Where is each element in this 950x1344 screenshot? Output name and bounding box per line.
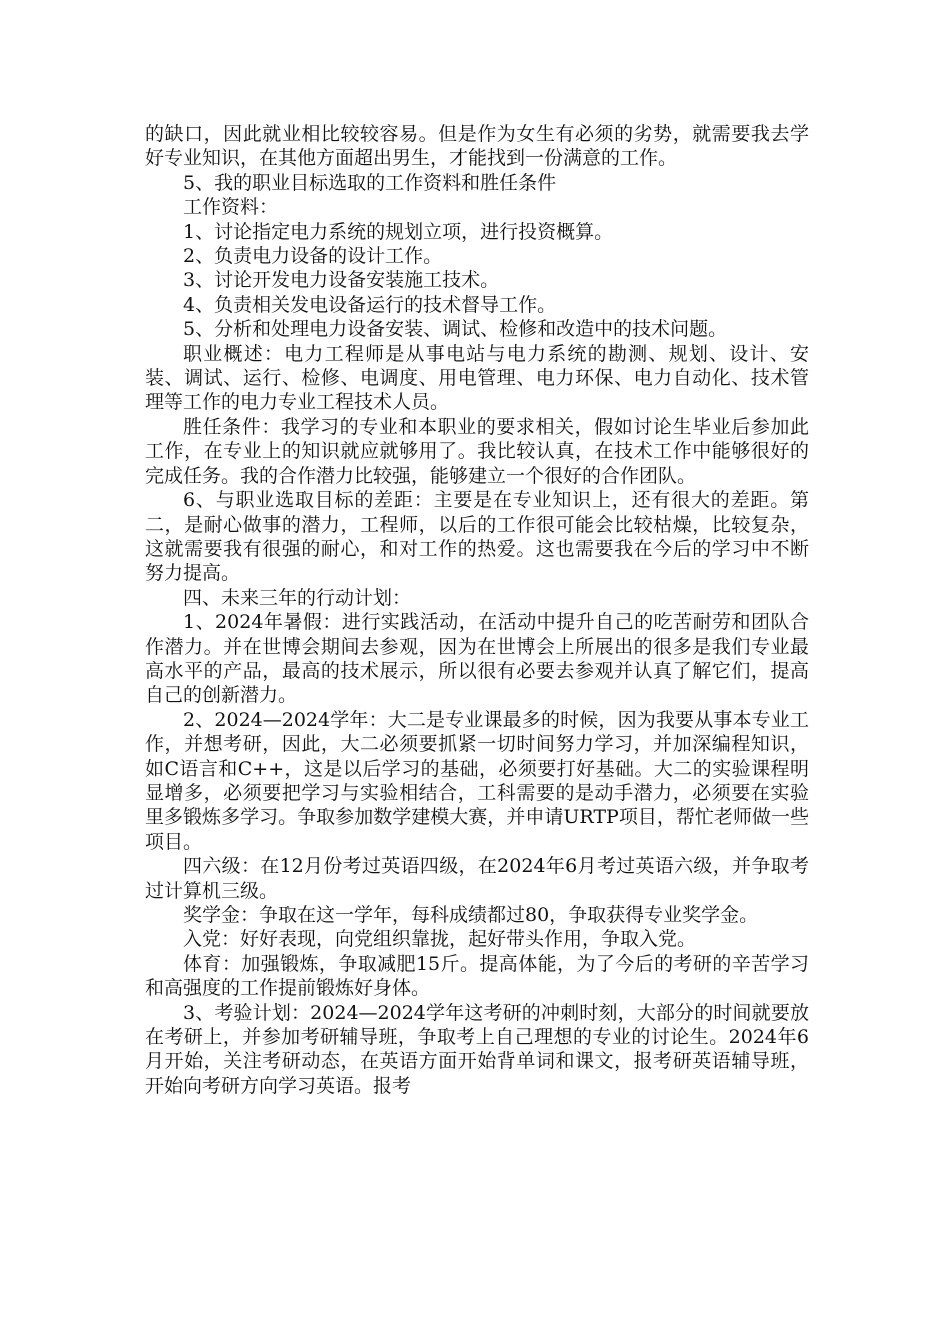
- paragraph-6: 3、讨论开发电力设备安装施工技术。: [183, 269, 500, 292]
- paragraph-10: 胜任条件：我学习的专业和本职业的要求相关，假如讨论生毕业后参加此工作，在专业上的知识就应就够用了。我比较认真，在技术工作中能够很好的完成任务。我的合作潜力比较强，能够建立一个很好的合作团队。: [145, 415, 809, 487]
- paragraph-12: 四、未来三年的行动计划：: [183, 586, 412, 609]
- paragraph-1: 的缺口，因此就业相比较较容易。但是作为女生有必须的劣势，就需要我去学好专业知识，在其他方面超出男生，才能找到一份满意的工作。: [145, 123, 809, 170]
- paragraph-18: 体育：加强锻炼，争取减肥15斤。提高体能，为了今后的考研的辛苦学习和高强度的工作提前锻炼好身体。: [145, 952, 809, 1000]
- paragraph-4: 1、讨论指定电力系统的规划立项，进行投资概算。: [183, 220, 614, 243]
- paragraph-19: 3、考验计划：2024—2024学年这考研的冲刺时刻，大部分的时间就要放在考研上，并参加考研辅导班，争取考上自己理想的专业的讨论生。2024年6月开始，关注考研动态，在英语方面开始背单词和课文，报考研英语辅导班，开始向考研方向学习英语。报考: [145, 1001, 809, 1097]
- paragraph-13: 1、2024年暑假：进行实践活动，在活动中提升自己的吃苦耐劳和团队合作潜力。并在世博会期间去参观，因为在世博会上所展出的很多是我们专业最高水平的产品，最高的技术展示，所以很有必要去参观并认真了解它们，提高自己的创新潜力。: [145, 611, 809, 707]
- paragraph-15: 四六级：在12月份考过英语四级，在2024年6月考过英语六级，并争取考过计算机三级。: [145, 855, 809, 902]
- paragraph-2: 5、我的职业目标选取的工作资料和胜任条件: [183, 171, 557, 194]
- document-page: [145, 122, 809, 1098]
- paragraph-8: 5、分析和处理电力设备安装、调试、检修和改造中的技术问题。: [183, 318, 728, 341]
- paragraph-5: 2、负责电力设备的设计工作。: [183, 245, 443, 268]
- paragraph-9: 职业概述：电力工程师是从事电站与电力系统的勘测、规划、设计、安装、调试、运行、检修、电调度、用电管理、电力环保、电力自动化、技术管理等工作的电力专业工程技术人员。: [145, 342, 809, 414]
- paragraph-7: 4、负责相关发电设备运行的技术督导工作。: [183, 293, 557, 316]
- paragraph-17: 入党：好好表现，向党组织靠拢，起好带头作用，争取入党。: [183, 928, 697, 951]
- paragraph-11: 6、与职业选取目标的差距：主要是在专业知识上，还有很大的差距。第二，是耐心做事的潜力，工程师，以后的工作很可能会比较枯燥，比较复杂，这就需要我有很强的耐心，和对工作的热爱。这也需要我在今后的学习中不断努力提高。: [145, 489, 809, 585]
- paragraph-14: 2、2024—2024学年：大二是专业课最多的时候，因为我要从事本专业工作，并想考研，因此，大二必须要抓紧一切时间努力学习，并加深编程知识，如C语言和C++，这是以后学习的基础，必须要打好基础。大二的实验课程明显增多，必须要把学习与实验相结合，工科需要的是动手潜力，必须要在实验里多锻炼多学习。争取参加数学建模大赛，并申请URTP项目，帮忙老师做一些项目。: [145, 708, 809, 853]
- paragraph-16: 奖学金：争取在这一学年，每科成绩都过80，争取获得专业奖学金。: [183, 904, 759, 926]
- paragraph-3: 工作资料：: [183, 196, 279, 219]
